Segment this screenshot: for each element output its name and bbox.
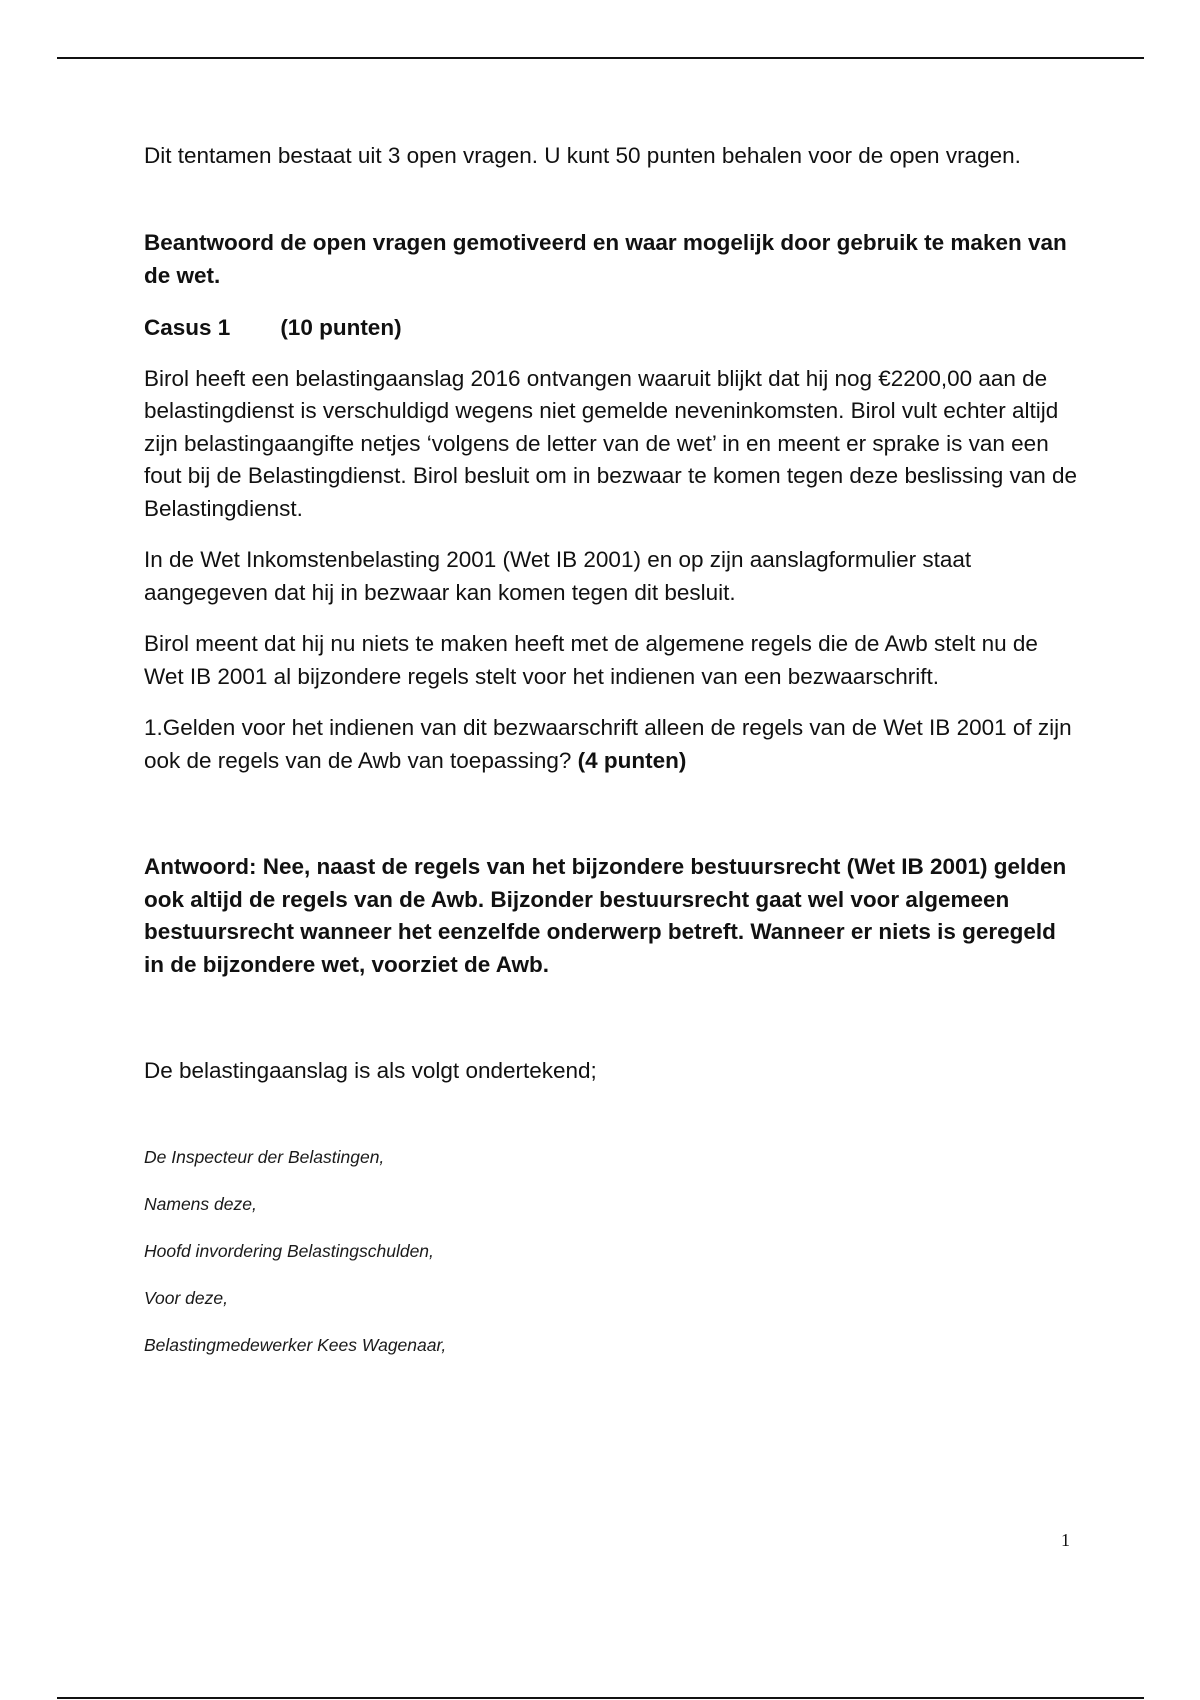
instruction-text: Beantwoord de open vragen gemotiveerd en waar mogelijk door gebruik te maken van de wet. (144, 230, 1067, 288)
case-paragraph: Birol heeft een belastingaanslag 2016 ontvangen waaruit blijkt dat hij nog €2200,00 aan de belastingdienst is verschuldigd wegens niet gemelde neveninkomsten. Birol vult echter altijd zijn belastingaangifte netjes ‘volgens de letter van de wet’ in en meent er sprake is van een fout bij de Belastingdienst. Birol besluit om in bezwaar te komen tegen deze beslissing van de Belastingdienst. (144, 365, 1078, 521)
signature-line: Belastingmedewerker Kees Wagenaar, (144, 1334, 447, 1355)
case-paragraph: In de Wet Inkomstenbelasting 2001 (Wet IB 2001) en op zijn aanslagformulier staat aangegeven dat hij in bezwaar kan komen tegen dit besluit. (144, 547, 972, 605)
signature-line: Namens deze, (144, 1193, 257, 1214)
signature-line: Hoofd invordering Belastingschulden, (144, 1240, 434, 1261)
signature-line: De Inspecteur der Belastingen, (144, 1146, 385, 1167)
question-1 (144, 712, 1079, 777)
casus-heading (144, 312, 1079, 345)
casus-title: Casus 1 (144, 315, 231, 340)
signature-intro: De belastingaanslag is als volgt ondertekend; (144, 1058, 597, 1083)
answer-text: Antwoord: Nee, naast de regels van het bijzondere bestuursrecht (Wet IB 2001) gelden ook altijd de regels van de Awb. Bijzonder bestuursrecht gaat wel voor algemeen bestuursrecht wanneer het eenzelfde onderwerp betreft. Wanneer er niets is geregeld in de bijzondere wet, voorziet de Awb. (144, 854, 1067, 977)
signature-line: Voor deze, (144, 1287, 228, 1308)
question-text: 1.Gelden voor het indienen van dit bezwaarschrift alleen de regels van de Wet IB 2001 of zijn ook de regels van de Awb van toepassing? (144, 715, 1072, 773)
document-body (144, 142, 1079, 1381)
case-paragraph: Birol meent dat hij nu niets te maken heeft met de algemene regels die de Awb stelt nu de Wet IB 2001 al bijzondere regels stelt voor het indienen van een bezwaarschrift. (144, 631, 1038, 689)
header-rule (57, 57, 1144, 59)
question-points: (4 punten) (577, 747, 687, 773)
footer-rule (57, 1697, 1144, 1699)
page-number: 1 (1061, 1530, 1070, 1550)
casus-points: (10 punten) (280, 315, 402, 340)
intro-text: Dit tentamen bestaat uit 3 open vragen. U kunt 50 punten behalen voor de open vragen. (144, 143, 1021, 168)
